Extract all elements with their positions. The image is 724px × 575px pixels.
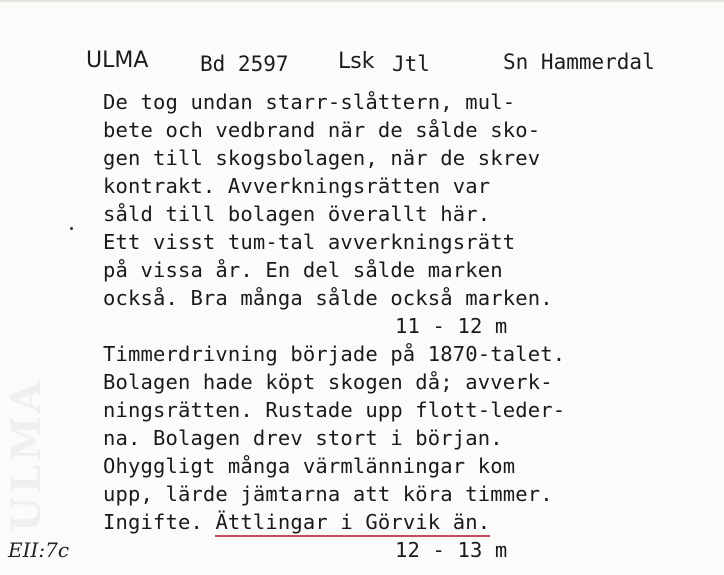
card-header (0, 46, 724, 80)
text-line: också. Bra många sålde också marken. (103, 286, 553, 310)
socken: Sn Hammerdal (503, 50, 655, 74)
text-line: såld till bolagen överallt här. (103, 202, 491, 226)
volume-number: Bd 2597 (200, 52, 289, 76)
margin-note: EII:7c (8, 538, 70, 562)
text-line: na. Bolagen drev stort i början. (103, 426, 503, 450)
text-line: ningsrätten. Rustade upp flott-leder- (103, 398, 566, 422)
page-reference: 11 - 12 m (395, 314, 508, 338)
place-name: ULMA (86, 48, 149, 73)
landskap-label: Lsk (338, 49, 375, 74)
landskap-value: Jtl (392, 52, 430, 76)
text-line-last (103, 508, 713, 536)
text-line: bete och vedbrand när de sålde sko- (103, 118, 541, 142)
text-line: Timmerdrivning började på 1870-talet. (103, 342, 566, 366)
ink-dot (70, 227, 73, 230)
page-reference: 12 - 13 m (395, 538, 508, 562)
text-line: upp, lärde jämtarna att köra timmer. (103, 482, 553, 506)
text-line: på vissa år. En del sålde marken (103, 258, 503, 282)
text-line: Ett visst tum-tal avverkningsrätt (103, 230, 516, 254)
underlined-text: Ättlingar i Görvik än. (215, 510, 490, 537)
text-line: kontrakt. Avverkningsrätten var (103, 174, 491, 198)
text-line: De tog undan starr-slåttern, mul- (103, 90, 516, 114)
text-line: Ohyggligt många värmlänningar kom (103, 454, 516, 478)
text-line: gen till skogsbolagen, när de skrev (103, 146, 541, 170)
watermark: ULMA (3, 377, 50, 532)
text-line: Bolagen hade köpt skogen då; avverk- (103, 370, 553, 394)
text-prefix: Ingifte. (103, 510, 216, 534)
card-body (103, 88, 713, 564)
